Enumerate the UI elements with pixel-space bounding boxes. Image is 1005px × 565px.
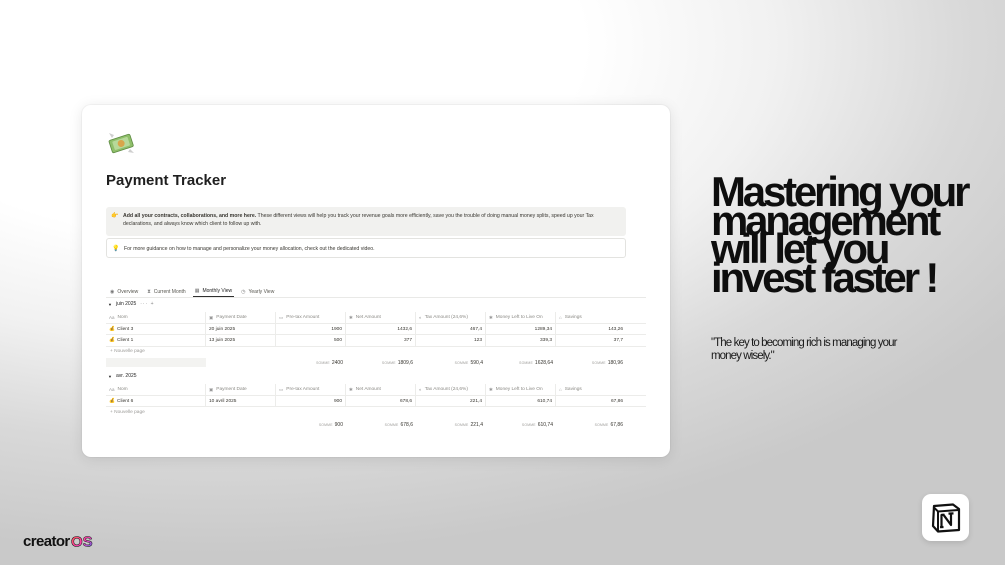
tab-label: Current Month	[153, 288, 186, 295]
sum-savings[interactable]: SOMME 67,86	[594, 421, 623, 428]
row-tax[interactable]: 467,4	[416, 324, 486, 336]
sum-live[interactable]: SOMME 610,74	[521, 421, 553, 428]
table-icon: ▦	[194, 288, 200, 294]
col-header-pretax[interactable]: ▭ Pre-tax Amount	[276, 312, 346, 324]
pointing-hand-icon: 👉	[111, 213, 119, 219]
tab-monthly-view[interactable]	[193, 286, 234, 297]
number-icon: ▭	[279, 314, 284, 320]
caret-down-icon: ▼	[108, 301, 112, 307]
clock-icon: ◷	[241, 288, 246, 295]
group-header-avr[interactable]	[108, 373, 137, 379]
callout-text: For more guidance on how to manage and personalize your money allocation, check out the dedicated video.	[124, 246, 375, 252]
row-nom[interactable]: 💰 Client 6	[106, 396, 206, 408]
row-pretax[interactable]: 1900	[276, 324, 346, 336]
brand-text: creator	[23, 532, 70, 550]
row-net[interactable]: 1432,6	[346, 324, 416, 336]
lightbulb-icon: 💡	[112, 246, 120, 252]
row-live[interactable]: 1289,34	[486, 324, 556, 336]
text-property-icon: Aa	[109, 315, 115, 321]
col-header-tax[interactable]: ◐ Tax Amount (24,6%)	[416, 312, 486, 324]
col-header-tax[interactable]: ◐ Tax Amount (24,6%)	[416, 384, 486, 396]
quote: "The key to becoming rich is managing your money wisely."	[711, 337, 897, 362]
row-date[interactable]: 13 juin 2025	[206, 335, 276, 347]
os-logo-icon	[71, 534, 97, 549]
tab-label: Monthly View	[202, 288, 233, 294]
new-page-button[interactable]: + Nouvelle page	[110, 349, 145, 354]
row-pretax[interactable]: 500	[276, 335, 346, 347]
table-row[interactable]	[106, 324, 646, 336]
row-date[interactable]: 10 avril 2025	[206, 396, 276, 408]
group-name: avr. 2025	[115, 373, 137, 379]
tab-yearly-view[interactable]	[239, 286, 276, 297]
calendar-icon: ▣	[209, 314, 214, 320]
row-pretax[interactable]: 900	[276, 396, 346, 408]
col-header-payment-date[interactable]: ▣ Payment Date	[206, 312, 276, 324]
col-header-live[interactable]: ✱ Money Left to Live On	[486, 384, 556, 396]
col-header-pretax[interactable]: ▭ Pre-tax Amount	[276, 384, 346, 396]
callout-contracts	[106, 207, 626, 236]
group-name: juin 2025	[115, 301, 137, 307]
callout-text: These different views will help you track your revenue goals more efficiently, save you the trouble of doing manual money splits, speed up your Tax declarations, and always know which client to follow up with.	[123, 213, 594, 227]
row-nom[interactable]: 💰 Client 1	[106, 335, 206, 347]
table-header-row	[106, 312, 646, 324]
notion-page-card	[82, 105, 670, 457]
notion-logo	[922, 494, 969, 541]
row-tax[interactable]: 221,4	[416, 396, 486, 408]
col-header-savings[interactable]: ⌂ Savings	[559, 315, 582, 321]
tabs-divider	[106, 297, 646, 298]
callout-guidance	[106, 238, 626, 258]
group-header-juin[interactable]	[108, 301, 155, 307]
money-bag-icon	[106, 129, 136, 157]
sum-net[interactable]: SOMME 678,6	[384, 421, 413, 428]
money-bag-icon: 💰	[109, 326, 115, 332]
col-header-nom[interactable]: Aa Nom	[106, 384, 206, 396]
col-header-net[interactable]: ✱ Net Amount	[346, 384, 416, 396]
row-nom[interactable]: 💰 Client 3	[106, 324, 206, 336]
headline: Mastering your management will let you invest faster !	[711, 168, 968, 301]
tab-current-month[interactable]	[145, 286, 187, 297]
notion-icon	[929, 501, 963, 535]
tab-label: Overview	[117, 288, 139, 295]
table-header-row	[106, 384, 646, 396]
callout-bold-text: Add all your contracts, collaborations, and more here.	[123, 213, 257, 219]
formula-icon: ✱	[489, 314, 493, 320]
sum-row	[106, 420, 646, 429]
number-icon: ▭	[279, 386, 284, 392]
tab-label: Yearly View	[248, 288, 275, 295]
bank-icon: ⌂	[559, 315, 562, 321]
table-row[interactable]	[106, 396, 646, 408]
sum-row	[106, 358, 646, 367]
sum-live[interactable]: SOMME 1628,64	[519, 359, 553, 366]
row-net[interactable]: 377	[346, 335, 416, 347]
caret-down-icon: ▼	[108, 373, 112, 379]
col-header-live[interactable]: ✱ Money Left to Live On	[486, 312, 556, 324]
formula-icon: ✱	[349, 314, 353, 320]
sum-tax[interactable]: SOMME 590,4	[454, 359, 483, 366]
sum-pretax[interactable]: SOMME 900	[318, 421, 343, 428]
tab-overview[interactable]	[108, 286, 140, 297]
row-tax[interactable]: 123	[416, 335, 486, 347]
row-net[interactable]: 678,6	[346, 396, 416, 408]
sum-net[interactable]: SOMME 1809,6	[381, 359, 413, 366]
formula-icon: ◐	[419, 315, 422, 321]
row-date[interactable]: 20 juin 2025	[206, 324, 276, 336]
row-savings[interactable]: 143,26	[608, 326, 623, 332]
col-header-payment-date[interactable]: ▣ Payment Date	[206, 384, 276, 396]
money-bag-icon: 💰	[109, 398, 115, 404]
col-header-nom[interactable]: Aa Nom	[106, 312, 206, 324]
calendar-icon: ▣	[209, 386, 214, 392]
sum-savings[interactable]: SOMME 180,96	[591, 359, 623, 366]
formula-icon: ✱	[349, 386, 353, 392]
row-savings[interactable]: 37,7	[613, 338, 623, 344]
new-page-button[interactable]: + Nouvelle page	[110, 410, 145, 415]
text-property-icon: Aa	[109, 387, 115, 393]
formula-icon: ✱	[489, 386, 493, 392]
row-live[interactable]: 339,3	[486, 335, 556, 347]
money-bag-icon: 💰	[109, 338, 115, 344]
col-header-net[interactable]: ✱ Net Amount	[346, 312, 416, 324]
eye-icon: ◉	[110, 288, 115, 295]
row-savings[interactable]: 67,86	[610, 398, 623, 404]
group-actions[interactable]: ··· +	[140, 301, 155, 307]
table-row[interactable]	[106, 335, 646, 347]
bank-icon: ⌂	[559, 387, 562, 393]
hourglass-icon: ⧗	[147, 288, 151, 295]
row-live[interactable]: 610,74	[486, 396, 556, 408]
brand-accent: OS	[70, 533, 93, 549]
col-header-savings[interactable]: ⌂ Savings	[559, 387, 582, 393]
page-title: Payment Tracker	[106, 172, 227, 189]
sum-tax[interactable]: SOMME 221,4	[454, 421, 483, 428]
formula-icon: ◐	[419, 387, 422, 393]
creator-os-logo	[23, 531, 97, 551]
sum-pretax[interactable]: SOMME 2400	[316, 359, 343, 366]
